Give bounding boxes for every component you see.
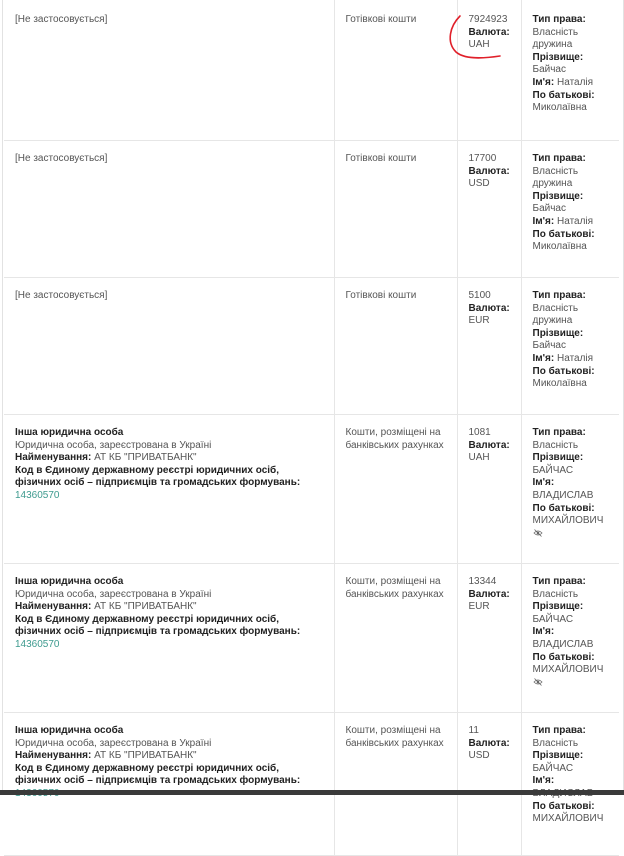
currency-label: Валюта: [468,737,510,749]
currency-label: Валюта: [468,26,510,38]
source-text: [Не застосовується] [15,153,108,164]
hidden-data-toggle[interactable] [533,528,610,542]
asset-type-text: Готівкові кошти [345,290,417,301]
name-label: Ім'я: [532,352,555,364]
name-label: Ім'я: [532,215,555,227]
asset-type-cell [334,0,457,141]
right-type-label: Тип права: [532,576,586,587]
patronymic-value: МИХАЙЛОВИЧ [532,664,604,676]
source-cell [4,141,334,278]
name-value: Наталія [557,76,594,88]
owner-cell [521,415,619,564]
table-row [4,0,619,141]
right-type-value: Власність [532,588,579,600]
surname-value: Байчас [532,64,566,76]
currency-label: Валюта: [468,302,510,314]
asset-type-text: Кошти, розміщені на банківських рахунках [345,725,444,749]
hidden-data-toggle[interactable] [533,677,610,691]
name-value: ВЛАДИСЛАВ [532,489,594,501]
asset-type-cell [334,564,457,713]
entity-name-label: Найменування: [15,601,92,613]
asset-type-text: Готівкові кошти [345,14,417,25]
entity-name-label: Найменування: [15,750,92,762]
table-row [4,278,619,415]
window-bottom-edge [0,790,624,795]
asset-type-cell [334,713,457,856]
amount-cell [457,713,521,856]
owner-cell [521,713,619,856]
table-row [4,713,619,856]
asset-type-text: Кошти, розміщені на банківських рахунках [345,427,444,451]
patronymic-value: Миколаївна [532,102,587,114]
right-type-label: Тип права: [532,725,586,736]
patronymic-label: По батькові: [532,228,595,240]
amount-value: 13344 [468,576,497,587]
patronymic-value: МИХАЙЛОВИЧ [532,813,604,825]
entity-code-label: Код в Єдиному державному реєстрі юридичних осіб, фізичних осіб – підприємців та громадських формувань: [15,613,301,638]
eye-slash-icon [533,678,543,686]
name-value: Наталія [557,215,594,227]
name-value: ВЛАДИСЛАВ [532,638,594,650]
eye-slash-icon [533,529,543,537]
right-type-label: Тип права: [532,427,586,438]
entity-code-label: Код в Єдиному державному реєстрі юридичних осіб, фізичних осіб – підприємців та громадських формувань: [15,762,301,787]
source-text: [Не застосовується] [15,14,108,25]
entity-name-value: АТ КБ "ПРИВАТБАНК" [94,601,197,613]
amount-value: 7924923 [468,14,508,25]
table-row [4,141,619,278]
name-value: Наталія [557,352,594,364]
currency-label: Валюта: [468,439,510,451]
source-cell [4,278,334,415]
right-type-label: Тип права: [532,14,586,25]
currency-value: UAH [468,452,490,464]
amount-cell [457,564,521,713]
asset-type-text: Кошти, розміщені на банківських рахунках [345,576,444,600]
owner-cell [521,564,619,713]
amount-cell [457,415,521,564]
entity-title: Інша юридична особа [15,427,124,438]
source-cell [4,713,334,856]
entity-title: Інша юридична особа [15,576,124,587]
asset-type-cell [334,415,457,564]
table-row [4,564,619,713]
right-type-label: Тип права: [532,153,586,164]
surname-label: Прізвище: [532,750,584,762]
asset-type-text: Готівкові кошти [345,153,417,164]
right-type-value: Власність [532,737,579,749]
patronymic-label: По батькові: [532,365,595,377]
name-label: Ім'я: [532,477,555,489]
owner-cell [521,278,619,415]
currency-label: Валюта: [468,165,510,177]
owner-cell [521,141,619,278]
patronymic-value: Миколаївна [532,241,587,253]
amount-cell [457,141,521,278]
right-type-value: Власність дружина [532,26,579,51]
entity-code-link[interactable]: 14360570 [15,489,60,501]
entity-code-label: Код в Єдиному державному реєстрі юридичних осіб, фізичних осіб – підприємців та громадських формувань: [15,464,301,489]
entity-desc: Юридична особа, зареєстрована в Україні [15,439,212,451]
entity-code-link[interactable]: 14360570 [15,638,60,650]
surname-value: Байчас [532,203,566,215]
currency-value: EUR [468,315,490,327]
source-cell [4,415,334,564]
name-label: Ім'я: [532,626,555,638]
surname-value: БАЙЧАС [532,762,574,774]
source-cell [4,0,334,141]
surname-label: Прізвище: [532,190,584,202]
assets-table [4,0,619,856]
amount-cell [457,0,521,141]
patronymic-label: По батькові: [532,89,595,101]
surname-label: Прізвище: [532,51,584,63]
source-cell [4,564,334,713]
patronymic-label: По батькові: [532,651,595,663]
asset-type-cell [334,141,457,278]
patronymic-value: Миколаївна [532,378,587,390]
amount-cell [457,278,521,415]
entity-name-value: АТ КБ "ПРИВАТБАНК" [94,750,197,762]
entity-name-value: АТ КБ "ПРИВАТБАНК" [94,452,197,464]
entity-title: Інша юридична особа [15,725,124,736]
name-label: Ім'я: [532,775,555,787]
currency-value: USD [468,178,490,190]
right-type-value: Власність [532,439,579,451]
patronymic-label: По батькові: [532,800,595,812]
table-row [4,415,619,564]
amount-value: 1081 [468,427,491,438]
surname-label: Прізвище: [532,452,584,464]
right-type-value: Власність дружина [532,302,579,327]
name-label: Ім'я: [532,76,555,88]
patronymic-value: МИХАЙЛОВИЧ [532,515,604,527]
currency-value: EUR [468,601,490,613]
surname-label: Прізвище: [532,327,584,339]
asset-type-cell [334,278,457,415]
entity-desc: Юридична особа, зареєстрована в Україні [15,588,212,600]
right-type-value: Власність дружина [532,165,579,190]
owner-cell [521,0,619,141]
currency-label: Валюта: [468,588,510,600]
currency-value: UAH [468,39,490,51]
amount-value: 17700 [468,153,497,164]
surname-label: Прізвище: [532,601,584,613]
currency-value: USD [468,750,490,762]
surname-value: Байчас [532,340,566,352]
source-text: [Не застосовується] [15,290,108,301]
surname-value: БАЙЧАС [532,613,574,625]
surname-value: БАЙЧАС [532,464,574,476]
patronymic-label: По батькові: [532,502,595,514]
amount-value: 11 [468,725,479,736]
right-type-label: Тип права: [532,290,586,301]
entity-desc: Юридична особа, зареєстрована в Україні [15,737,212,749]
entity-name-label: Найменування: [15,452,92,464]
amount-value: 5100 [468,290,491,301]
